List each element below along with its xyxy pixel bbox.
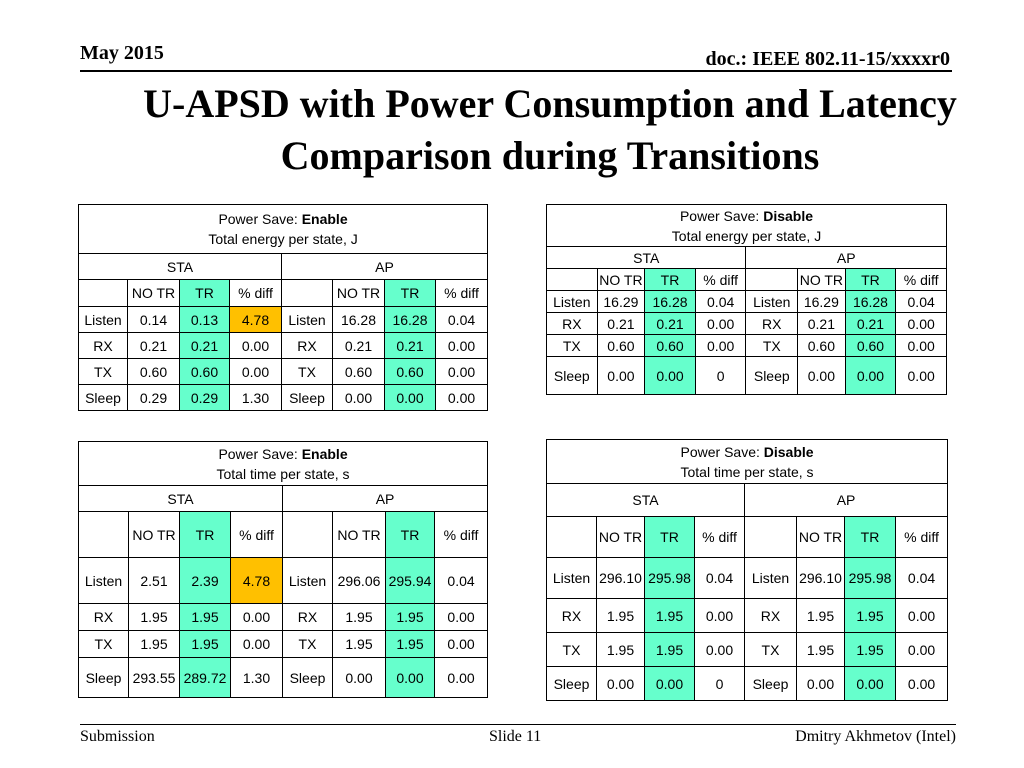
table-cell: 0 <box>695 667 745 701</box>
table-cell: 0.14 <box>128 307 180 333</box>
power-save-value: Enable <box>301 211 348 227</box>
table-cell: 0.04 <box>896 291 947 313</box>
power-save-value: Disable <box>763 443 814 460</box>
table-cell: 0.60 <box>180 359 230 385</box>
table-cell: 0.00 <box>333 385 385 411</box>
table-cell: 0.00 <box>896 667 948 701</box>
table-cell: TX <box>746 335 798 357</box>
column-header: TR <box>645 517 695 558</box>
table-cell: 0.04 <box>436 307 488 333</box>
table-subtitle: Total energy per state, J <box>208 231 358 247</box>
table-row <box>547 357 947 395</box>
table-cell: RX <box>283 604 333 631</box>
table-cell: Listen <box>79 307 128 333</box>
table-row <box>79 359 488 385</box>
column-header: % diff <box>695 269 746 291</box>
table-cell: Sleep <box>283 658 333 698</box>
table-cell: Sleep <box>282 385 333 411</box>
table-cell: TX <box>79 359 128 385</box>
table-cell: 1.95 <box>180 604 231 631</box>
column-header: NO TR <box>333 280 385 307</box>
table-cell: 1.95 <box>386 631 435 658</box>
table-cell: 1.95 <box>180 631 231 658</box>
power-save-label: Power Save: <box>218 445 302 462</box>
table-cell: 295.94 <box>386 558 435 604</box>
column-header: NO TR <box>128 280 180 307</box>
table-cell: 0.00 <box>645 357 696 395</box>
column-header: TR <box>180 512 231 558</box>
table-cell: 0.00 <box>798 357 846 395</box>
group-sta: STA <box>79 254 282 280</box>
table-cell: 1.95 <box>129 631 180 658</box>
table-cell: 0.00 <box>695 313 746 335</box>
column-header: % diff <box>230 280 282 307</box>
table-cell: 0.00 <box>896 335 947 357</box>
group-sta: STA <box>79 486 283 512</box>
table-cell: 1.30 <box>231 658 283 698</box>
footer-slide-number: Slide 11 <box>489 728 542 745</box>
table-cell: 0.60 <box>798 335 846 357</box>
table-cell: 0.60 <box>845 335 896 357</box>
table-cell: 0.29 <box>128 385 180 411</box>
table-cell: 1.95 <box>386 604 435 631</box>
column-header: TR <box>845 517 896 558</box>
table-cell: 0.00 <box>695 633 745 667</box>
table-cell: 1.95 <box>845 599 896 633</box>
table-row <box>547 558 948 599</box>
table-cell: 4.78 <box>231 558 283 604</box>
table-cell: 0.04 <box>896 558 948 599</box>
column-header: % diff <box>695 517 745 558</box>
table-cell: 1.95 <box>333 631 386 658</box>
table-cell: 0.00 <box>645 667 695 701</box>
group-sta: STA <box>547 484 745 517</box>
table-cell: RX <box>79 604 129 631</box>
table-cell: 16.29 <box>597 291 645 313</box>
table-cell: 1.95 <box>129 604 180 631</box>
table-cell: 0.00 <box>436 359 488 385</box>
column-header <box>547 269 598 291</box>
column-header: TR <box>645 269 696 291</box>
table-cell: 0.00 <box>435 631 488 658</box>
energy-enable-table <box>78 204 488 411</box>
table-cell: 0.00 <box>385 385 436 411</box>
table-cell: 0.21 <box>128 333 180 359</box>
slide-title-line1: U-APSD with Power Consumption and Latency <box>143 81 957 126</box>
footer-divider <box>80 724 956 725</box>
table-cell: 0.00 <box>435 658 488 698</box>
column-header: % diff <box>436 280 488 307</box>
table-cell: Sleep <box>746 357 798 395</box>
table-header <box>547 205 947 247</box>
table-cell: 1.30 <box>230 385 282 411</box>
table-cell: 0.04 <box>435 558 488 604</box>
table-cell: 0.00 <box>896 357 947 395</box>
power-save-label: Power Save: <box>218 211 302 227</box>
column-header: % diff <box>896 517 948 558</box>
table-cell: 0.60 <box>645 335 696 357</box>
energy-disable-table <box>546 204 947 395</box>
power-save-label: Power Save: <box>679 207 764 224</box>
table-cell: 0.21 <box>597 313 645 335</box>
column-header: NO TR <box>798 269 846 291</box>
table-cell: 0.21 <box>845 313 896 335</box>
table-row <box>547 599 948 633</box>
table-cell: 0.00 <box>597 357 645 395</box>
table-cell: 0.00 <box>231 604 283 631</box>
table-cell: 1.95 <box>845 633 896 667</box>
table-cell: 1.95 <box>645 599 695 633</box>
column-header: % diff <box>896 269 947 291</box>
power-save-value: Disable <box>763 207 814 224</box>
table-cell: 0.00 <box>230 359 282 385</box>
column-header: TR <box>180 280 230 307</box>
table-cell: 0.00 <box>386 658 435 698</box>
table-cell: 0.00 <box>695 335 746 357</box>
column-header: NO TR <box>797 517 845 558</box>
table-row <box>79 385 488 411</box>
column-header: NO TR <box>129 512 180 558</box>
table-cell: Listen <box>283 558 333 604</box>
table-cell: 4.78 <box>230 307 282 333</box>
column-header: TR <box>845 269 896 291</box>
table-cell: Sleep <box>79 385 128 411</box>
table-cell: 1.95 <box>597 633 645 667</box>
table-cell: TX <box>79 631 129 658</box>
table-cell: 1.95 <box>333 604 386 631</box>
table-cell: 0.60 <box>128 359 180 385</box>
table-cell: Listen <box>547 558 597 599</box>
table-cell: RX <box>547 599 597 633</box>
table-cell: RX <box>746 313 798 335</box>
table-cell: 0.21 <box>180 333 230 359</box>
table-cell: TX <box>547 335 598 357</box>
table-cell: 2.39 <box>180 558 231 604</box>
column-header: % diff <box>231 512 283 558</box>
table-cell: 0.00 <box>896 633 948 667</box>
table-cell: 0.00 <box>436 385 488 411</box>
table-cell: Sleep <box>745 667 797 701</box>
table-cell: Sleep <box>79 658 129 698</box>
footer-author: Dmitry Akhmetov (Intel) <box>795 728 956 745</box>
table-row <box>547 335 947 357</box>
table-cell: 0.00 <box>436 333 488 359</box>
table-cell: 0.00 <box>845 667 896 701</box>
column-header <box>79 280 128 307</box>
table-cell: 1.95 <box>597 599 645 633</box>
table-cell: TX <box>547 633 597 667</box>
table-cell: Sleep <box>547 357 598 395</box>
table-row <box>547 667 948 701</box>
table-cell: 0.13 <box>180 307 230 333</box>
table-cell: 0.00 <box>230 333 282 359</box>
table-row <box>547 291 947 313</box>
column-header <box>79 512 129 558</box>
table-cell: 0.00 <box>597 667 645 701</box>
table-cell: 0.21 <box>333 333 385 359</box>
table-cell: 1.95 <box>797 633 845 667</box>
slide-title <box>70 78 1024 182</box>
power-save-label: Power Save: <box>680 443 764 460</box>
slide-title-line2: Comparison during Transitions <box>280 133 820 178</box>
table-cell: 0.00 <box>896 313 947 335</box>
table-cell: TX <box>282 359 333 385</box>
table-cell: 296.10 <box>797 558 845 599</box>
table-row <box>79 307 488 333</box>
table-row <box>547 313 947 335</box>
table-cell: Listen <box>282 307 333 333</box>
table-cell: 0.21 <box>645 313 696 335</box>
group-ap: AP <box>283 486 488 512</box>
table-cell: 0.00 <box>231 631 283 658</box>
table-subtitle: Total time per state, s <box>216 465 350 482</box>
table-cell: 0.00 <box>797 667 845 701</box>
table-cell: 296.06 <box>333 558 386 604</box>
footer-submission: Submission <box>80 728 155 745</box>
column-header <box>745 517 797 558</box>
table-cell: 295.98 <box>845 558 896 599</box>
column-header <box>282 280 333 307</box>
group-ap: AP <box>746 247 947 269</box>
table-cell: 296.10 <box>597 558 645 599</box>
time-disable-table <box>546 439 948 701</box>
table-cell: 0.60 <box>597 335 645 357</box>
table-cell: RX <box>745 599 797 633</box>
column-header <box>746 269 798 291</box>
column-header <box>283 512 333 558</box>
group-ap: AP <box>745 484 948 517</box>
table-cell: Listen <box>547 291 598 313</box>
group-ap: AP <box>282 254 488 280</box>
table-cell: 0.00 <box>333 658 386 698</box>
table-cell: 16.28 <box>333 307 385 333</box>
table-cell: 0.60 <box>385 359 436 385</box>
table-cell: 1.95 <box>797 599 845 633</box>
column-header: % diff <box>435 512 488 558</box>
table-cell: 16.29 <box>798 291 846 313</box>
table-header <box>79 205 488 254</box>
table-cell: 0.00 <box>435 604 488 631</box>
header-date: May 2015 <box>80 42 164 64</box>
table-cell: 16.28 <box>645 291 696 313</box>
header-divider <box>80 70 952 72</box>
table-cell: 293.55 <box>129 658 180 698</box>
table-subtitle: Total energy per state, J <box>671 227 822 244</box>
table-cell: 1.95 <box>645 633 695 667</box>
table-cell: RX <box>282 333 333 359</box>
table-cell: 0.04 <box>695 558 745 599</box>
table-cell: 16.28 <box>385 307 436 333</box>
header-doc-id: doc.: IEEE 802.11-15/xxxxr0 <box>705 48 950 70</box>
table-row <box>547 633 948 667</box>
time-enable-table <box>78 441 488 698</box>
table-cell: 2.51 <box>129 558 180 604</box>
table-cell: Sleep <box>547 667 597 701</box>
table-cell: 0.00 <box>845 357 896 395</box>
power-save-value: Enable <box>301 445 348 462</box>
table-cell: 0.29 <box>180 385 230 411</box>
table-cell: RX <box>79 333 128 359</box>
table-cell: 0.21 <box>798 313 846 335</box>
table-row <box>79 333 488 359</box>
column-header <box>547 517 597 558</box>
table-row <box>79 658 488 698</box>
group-sta: STA <box>547 247 746 269</box>
table-cell: 0.04 <box>695 291 746 313</box>
table-header <box>547 440 948 484</box>
table-cell: 0.00 <box>695 599 745 633</box>
table-cell: 0.60 <box>333 359 385 385</box>
table-cell: Listen <box>746 291 798 313</box>
column-header: TR <box>385 280 436 307</box>
column-header: NO TR <box>333 512 386 558</box>
table-subtitle: Total time per state, s <box>680 463 814 480</box>
table-row <box>79 558 488 604</box>
column-header: TR <box>386 512 435 558</box>
table-row <box>79 604 488 631</box>
column-header: NO TR <box>597 517 645 558</box>
table-cell: 0.00 <box>896 599 948 633</box>
table-cell: TX <box>283 631 333 658</box>
table-cell: 0.21 <box>385 333 436 359</box>
table-cell: 0 <box>695 357 746 395</box>
table-cell: TX <box>745 633 797 667</box>
table-cell: 295.98 <box>645 558 695 599</box>
table-header <box>79 442 488 486</box>
table-cell: RX <box>547 313 598 335</box>
table-cell: 289.72 <box>180 658 231 698</box>
table-row <box>79 631 488 658</box>
table-cell: Listen <box>745 558 797 599</box>
table-cell: Listen <box>79 558 129 604</box>
table-cell: 16.28 <box>845 291 896 313</box>
column-header: NO TR <box>597 269 645 291</box>
